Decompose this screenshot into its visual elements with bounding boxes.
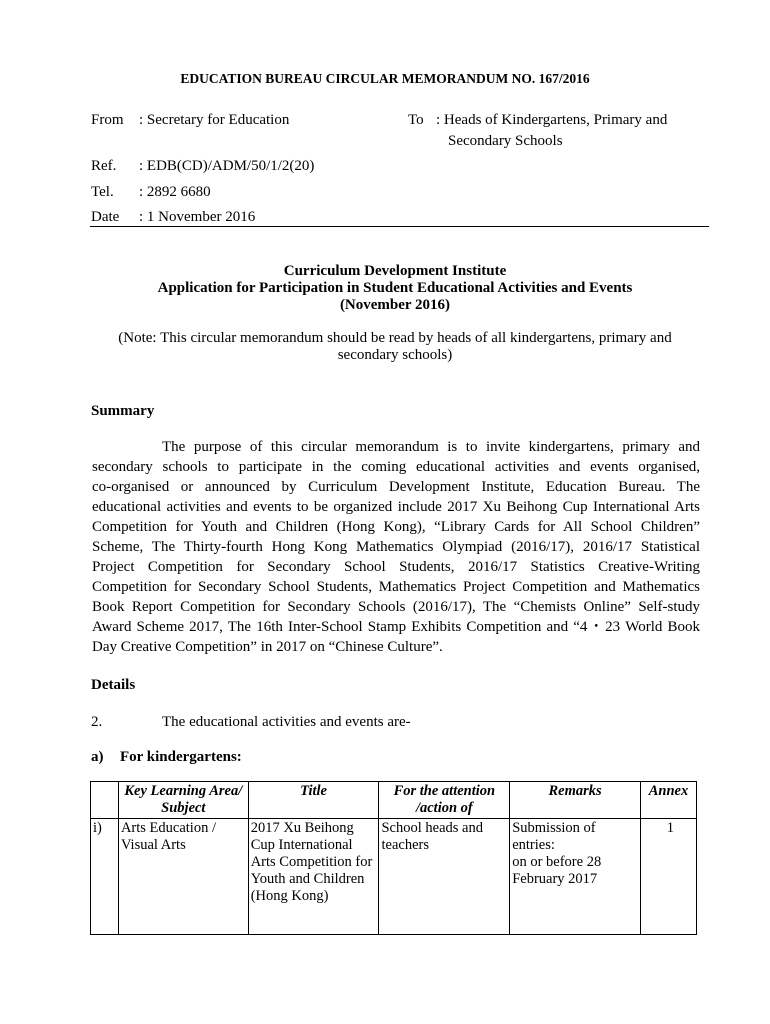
summary-line: Project Competition for Secondary School Students, 2016/17 Statistics Creative-Writing xyxy=(92,559,700,575)
note-line2: secondary schools) xyxy=(337,347,453,363)
table-header: Title xyxy=(248,782,379,819)
row-index: i) xyxy=(91,819,119,935)
header-divider xyxy=(90,226,709,227)
table-header: Remarks xyxy=(510,782,641,819)
summary-line: educational activities and events to be organized include 2017 Xu Beihong Cup International Arts xyxy=(92,499,700,515)
kindergarten-table xyxy=(90,781,697,935)
note-line1: (Note: This circular memorandum should be read by heads of all kindergartens, primary and xyxy=(118,330,672,346)
summary-line: Day Creative Competition” in 2017 on “Chinese Culture”. xyxy=(92,639,443,655)
table-row xyxy=(91,819,697,935)
memo-title: EDUCATION BUREAU CIRCULAR MEMORANDUM NO. 167/2016 xyxy=(180,71,590,86)
row-annex: 1 xyxy=(641,819,697,935)
item-text: The educational activities and events are- xyxy=(162,714,411,730)
summary-line: Competition for Youth and Children (Hong Kong), “Library Cards for All School Children” xyxy=(92,519,700,535)
to-value-line2: Secondary Schools xyxy=(448,133,563,149)
tel-value: : 2892 6680 xyxy=(139,184,211,200)
summary-line: Book Report Competition for Secondary Schools (2016/17), The “Chemists Online” Self-study xyxy=(92,599,700,615)
summary-line: co-organised or announced by Curriculum Development Institute, Education Bureau. The xyxy=(92,479,700,495)
summary-line: Competition for Secondary School Students, Mathematics Project Competition and Mathematics xyxy=(92,579,700,595)
table-header-row xyxy=(91,782,697,819)
ref-label: Ref. xyxy=(91,158,117,174)
to-value-line1: : Heads of Kindergartens, Primary and xyxy=(436,112,668,128)
from-value: : Secretary for Education xyxy=(139,112,290,128)
section-a-text: For kindergartens: xyxy=(120,749,242,765)
row-remarks xyxy=(510,819,641,935)
subject-line1: Curriculum Development Institute xyxy=(283,263,507,279)
subject-line2: Application for Participation in Student Educational Activities and Events xyxy=(157,280,633,296)
remarks-line: on or before 28 February 2017 xyxy=(512,854,602,887)
row-subject: Arts Education / Visual Arts xyxy=(118,819,248,935)
from-label: From xyxy=(91,112,124,128)
date-label: Date xyxy=(91,209,120,225)
summary-line: Scheme, The Thirty-fourth Hong Kong Mathematics Olympiad (2016/17), 2016/17 Statistical xyxy=(92,539,700,555)
summary-line: The purpose of this circular memorandum is to invite kindergartens, primary and xyxy=(162,439,700,455)
to-label: To xyxy=(408,112,424,128)
row-attention: School heads and teachers xyxy=(379,819,510,935)
subject-line3: (November 2016) xyxy=(339,297,451,313)
table-header-index xyxy=(91,782,119,819)
remarks-line: Submission of entries: xyxy=(512,820,596,853)
summary-line: Award Scheme 2017, The 16th Inter-School Stamp Exhibits Competition and “4・23 World Book xyxy=(92,619,700,635)
item-number: 2. xyxy=(91,714,103,730)
details-heading: Details xyxy=(91,677,136,693)
table-header: For the attention /action of xyxy=(379,782,510,819)
row-title: 2017 Xu Beihong Cup International Arts Competition for Youth and Children (Hong Kong) xyxy=(248,819,379,935)
summary-heading: Summary xyxy=(91,403,155,419)
tel-label: Tel. xyxy=(91,184,114,200)
date-value: : 1 November 2016 xyxy=(139,209,256,225)
table-header: Key Learning Area/ Subject xyxy=(118,782,248,819)
summary-paragraph xyxy=(92,437,700,657)
section-a-label: a) xyxy=(91,749,104,765)
table-header: Annex xyxy=(641,782,697,819)
ref-value: : EDB(CD)/ADM/50/1/2(20) xyxy=(139,158,315,174)
summary-line: secondary schools to participate in the coming educational activities and events organised, xyxy=(92,459,700,475)
